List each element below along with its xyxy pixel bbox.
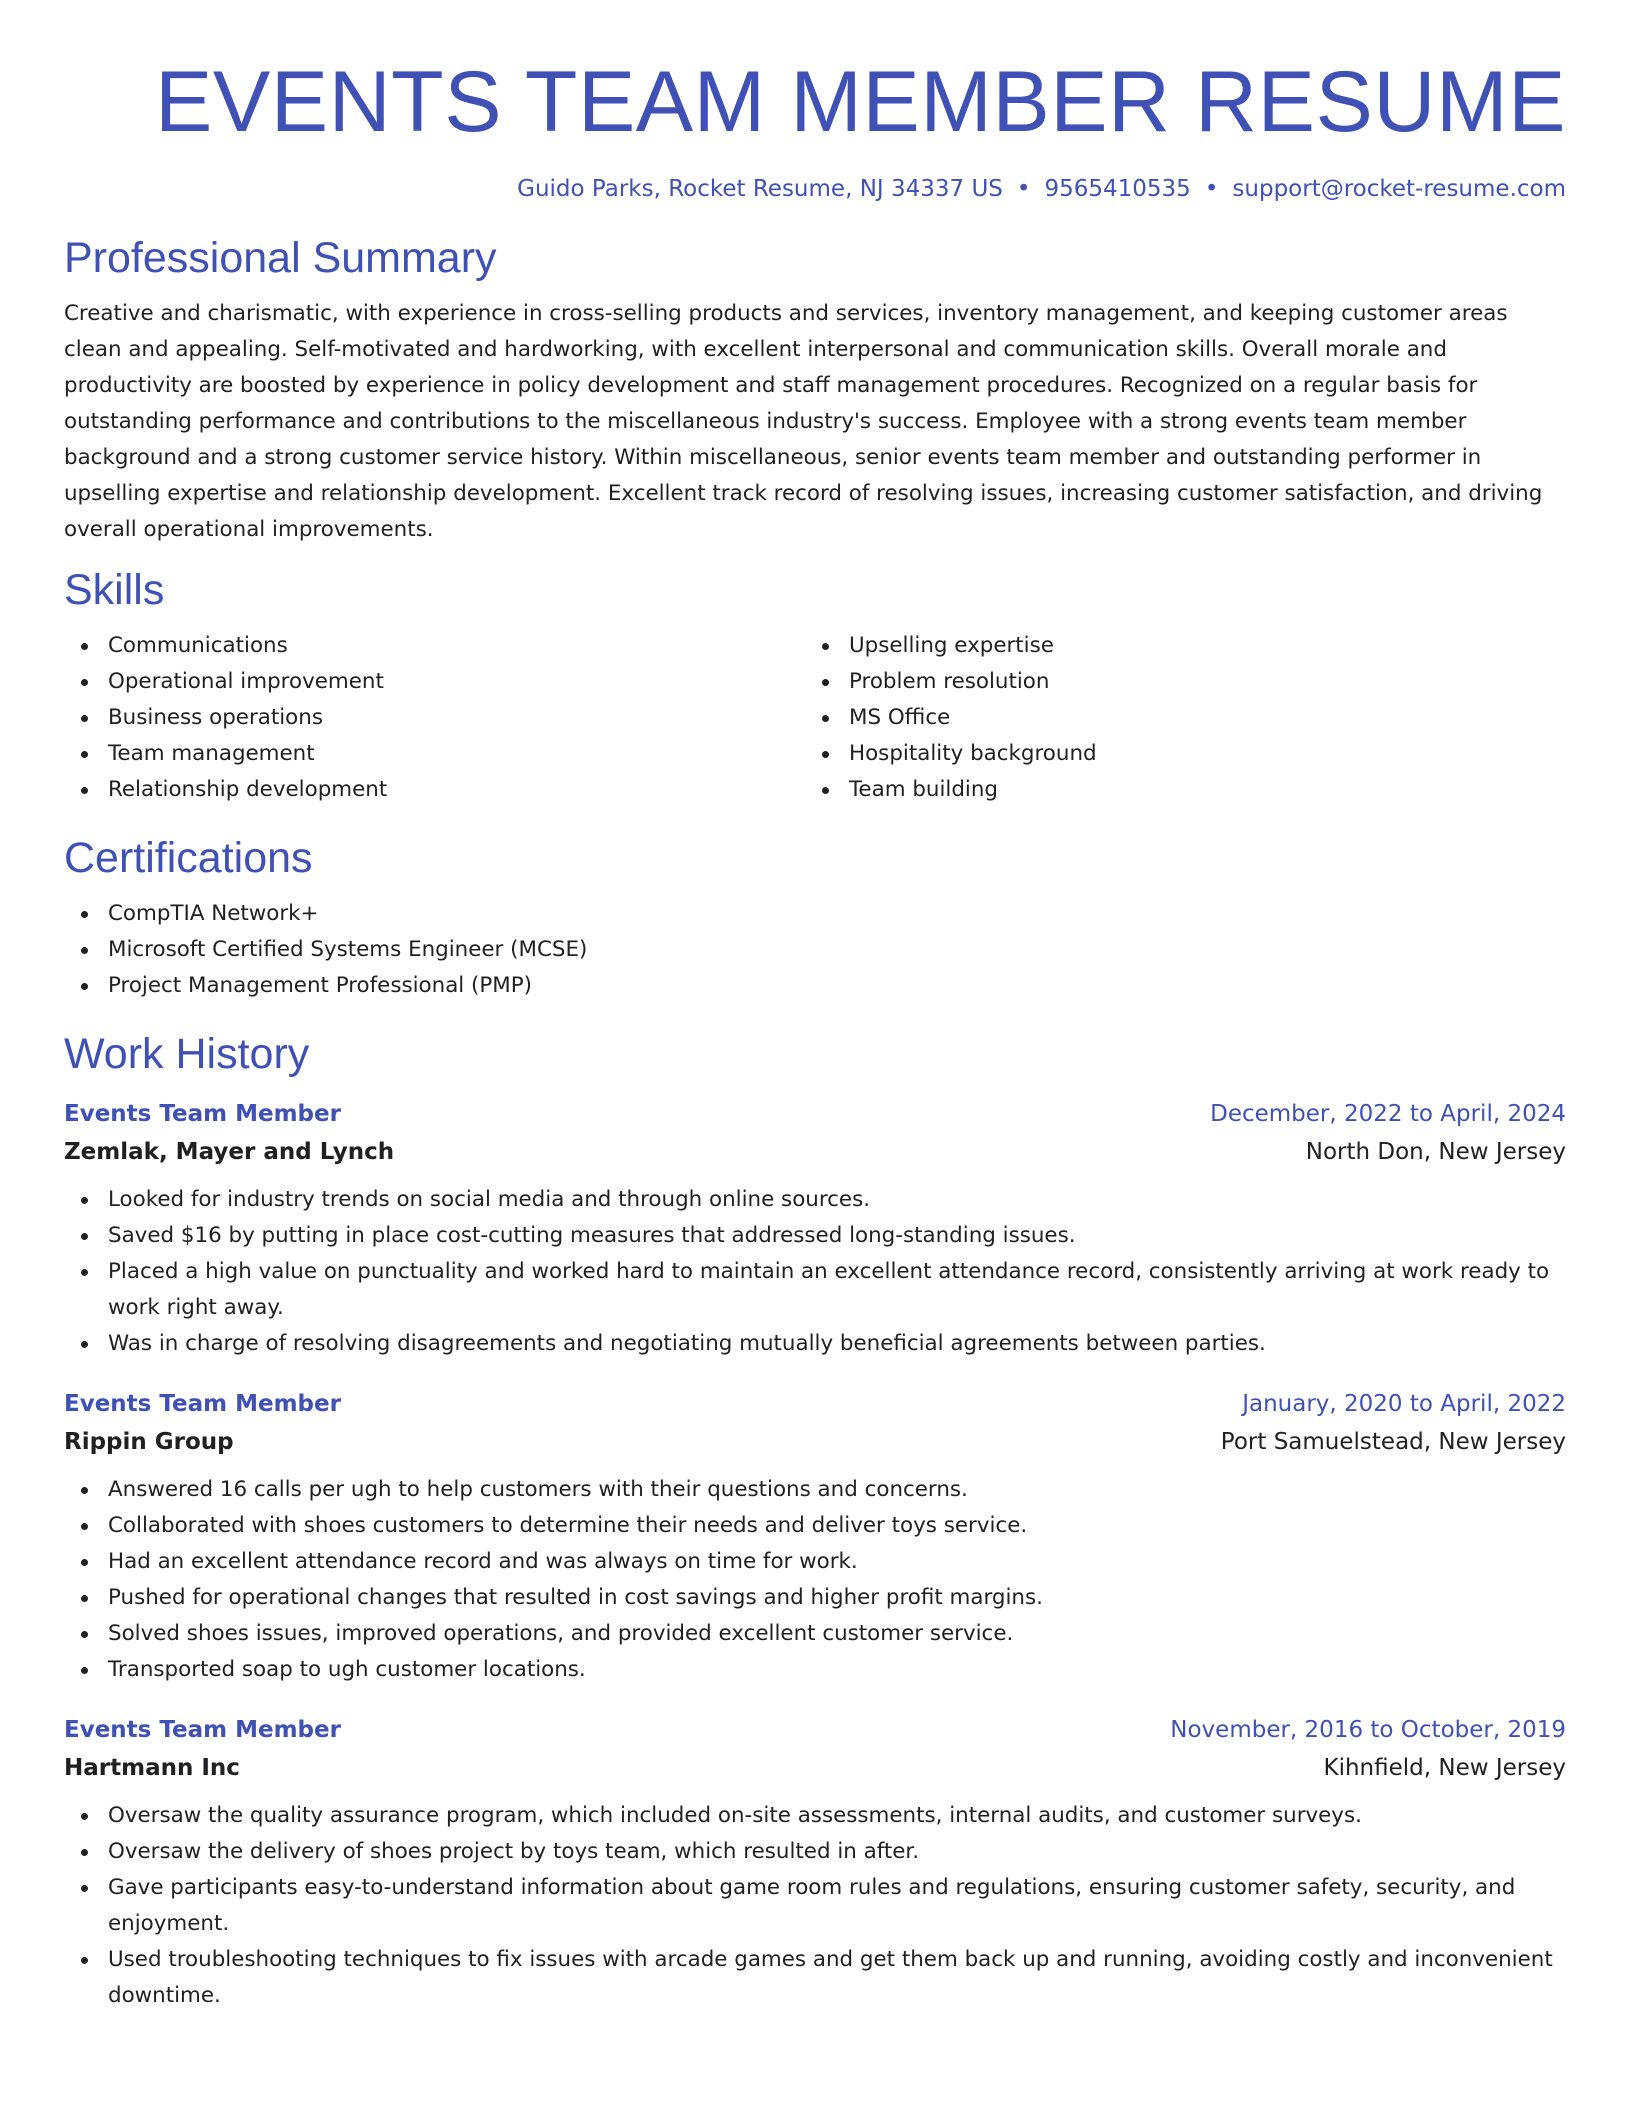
work-history-heading: Work History (64, 1030, 310, 1078)
skill-item: Relationship development (64, 772, 805, 808)
job-company-row (64, 1422, 1566, 1462)
job-entry (64, 1096, 1566, 1362)
job-title: Events Team Member (64, 1391, 341, 1417)
job-title: Events Team Member (64, 1101, 341, 1127)
jobs-container (64, 1096, 1566, 2014)
resume-title: EVENTS TEAM MEMBER RESUME (154, 54, 1566, 150)
skill-item: Business operations (64, 700, 805, 736)
job-dates: January, 2020 to April, 2022 (1242, 1391, 1566, 1417)
skill-item: Upselling expertise (805, 628, 1546, 664)
summary-text: Creative and charismatic, with experience in cross-selling products and services, inventory management, and keeping customer areas clean and appealing. Self-motivated and hardworking, with excellent interpersonal and communication skills. Overall morale and productivity are boosted by experience in policy development and staff management procedures. Recognized on a regular basis for outstanding performance and contributions to the miscellaneous industry's success. Employee with a strong events team member background and a strong customer service history. Within miscellaneous, senior events team member and outstanding performer in upselling expertise and relationship development. Excellent track record of resolving issues, increasing customer satisfaction, and driving overall operational improvements. (64, 301, 1543, 542)
job-location: Port Samuelstead, New Jersey (1220, 1429, 1566, 1455)
job-bullet: Collaborated with shoes customers to determine their needs and deliver toys service. (64, 1508, 1566, 1544)
job-entry (64, 1712, 1566, 2014)
job-entry (64, 1386, 1566, 1688)
skills-section (64, 564, 1566, 808)
job-header-row (64, 1712, 1566, 1748)
job-bullet: Pushed for operational changes that resulted in cost savings and higher profit margins. (64, 1580, 1566, 1616)
job-bullet-list (64, 1472, 1566, 1688)
job-company: Rippin Group (64, 1429, 234, 1455)
skill-item: Operational improvement (64, 664, 805, 700)
skills-list-left (64, 628, 805, 808)
skill-item: Team management (64, 736, 805, 772)
job-header-row (64, 1386, 1566, 1422)
job-company: Hartmann Inc (64, 1755, 240, 1781)
contact-phone[interactable]: 9565410535 (1044, 176, 1191, 202)
job-bullet-list (64, 1798, 1566, 2014)
job-title: Events Team Member (64, 1717, 341, 1743)
contact-separator: • (1016, 176, 1031, 202)
summary-section (64, 232, 1566, 548)
skill-item: Team building (805, 772, 1546, 808)
skill-item: Problem resolution (805, 664, 1546, 700)
job-dates: November, 2016 to October, 2019 (1170, 1717, 1566, 1743)
certification-item: CompTIA Network+ (64, 896, 1566, 932)
skills-heading: Skills (64, 566, 165, 614)
contact-separator: • (1204, 176, 1219, 202)
job-bullet: Answered 16 calls per ugh to help customers with their questions and concerns. (64, 1472, 1566, 1508)
certification-item: Project Management Professional (PMP) (64, 968, 1566, 1004)
job-company-row (64, 1748, 1566, 1788)
job-header-row (64, 1096, 1566, 1132)
job-bullet: Was in charge of resolving disagreements and negotiating mutually beneficial agreements between parties. (64, 1326, 1566, 1362)
certification-item: Microsoft Certified Systems Engineer (MCSE) (64, 932, 1566, 968)
job-bullet: Solved shoes issues, improved operations, and provided excellent customer service. (64, 1616, 1566, 1652)
job-company: Zemlak, Mayer and Lynch (64, 1139, 395, 1165)
certifications-list (64, 896, 1566, 1004)
skill-item: Communications (64, 628, 805, 664)
certifications-section (64, 832, 1566, 1004)
summary-heading: Professional Summary (64, 234, 497, 282)
job-bullet: Saved $16 by putting in place cost-cutting measures that addressed long-standing issues. (64, 1218, 1566, 1254)
job-bullet-list (64, 1182, 1566, 1362)
job-location: North Don, New Jersey (1305, 1139, 1566, 1165)
job-bullet: Placed a high value on punctuality and worked hard to maintain an excellent attendance record, consistently arriving at work ready to work right away. (64, 1254, 1566, 1326)
job-company-row (64, 1132, 1566, 1172)
job-bullet: Oversaw the delivery of shoes project by toys team, which resulted in after. (64, 1834, 1566, 1870)
job-bullet: Looked for industry trends on social media and through online sources. (64, 1182, 1566, 1218)
work-history-section (64, 1028, 1566, 2014)
job-bullet: Oversaw the quality assurance program, which included on-site assessments, internal audits, and customer surveys. (64, 1798, 1566, 1834)
job-bullet: Had an excellent attendance record and was always on time for work. (64, 1544, 1566, 1580)
skill-item: MS Office (805, 700, 1546, 736)
job-bullet: Gave participants easy-to-understand information about game room rules and regulations, ensuring customer safety, security, and enjoyment. (64, 1870, 1566, 1942)
contact-address: Guido Parks, Rocket Resume, NJ 34337 US (517, 176, 1003, 202)
skill-item: Hospitality background (805, 736, 1546, 772)
job-location: Kihnfield, New Jersey (1323, 1755, 1566, 1781)
skills-list-right (805, 628, 1546, 808)
certifications-heading: Certifications (64, 834, 313, 882)
skills-grid (64, 628, 1566, 808)
resume-page (64, 0, 1566, 2014)
contact-line (64, 174, 1566, 204)
job-bullet: Transported soap to ugh customer locations. (64, 1652, 1566, 1688)
contact-email[interactable]: support@rocket-resume.com (1232, 176, 1566, 202)
job-dates: December, 2022 to April, 2024 (1210, 1101, 1566, 1127)
job-bullet: Used troubleshooting techniques to fix issues with arcade games and get them back up and running, avoiding costly and inconvenient downtime. (64, 1942, 1566, 2014)
